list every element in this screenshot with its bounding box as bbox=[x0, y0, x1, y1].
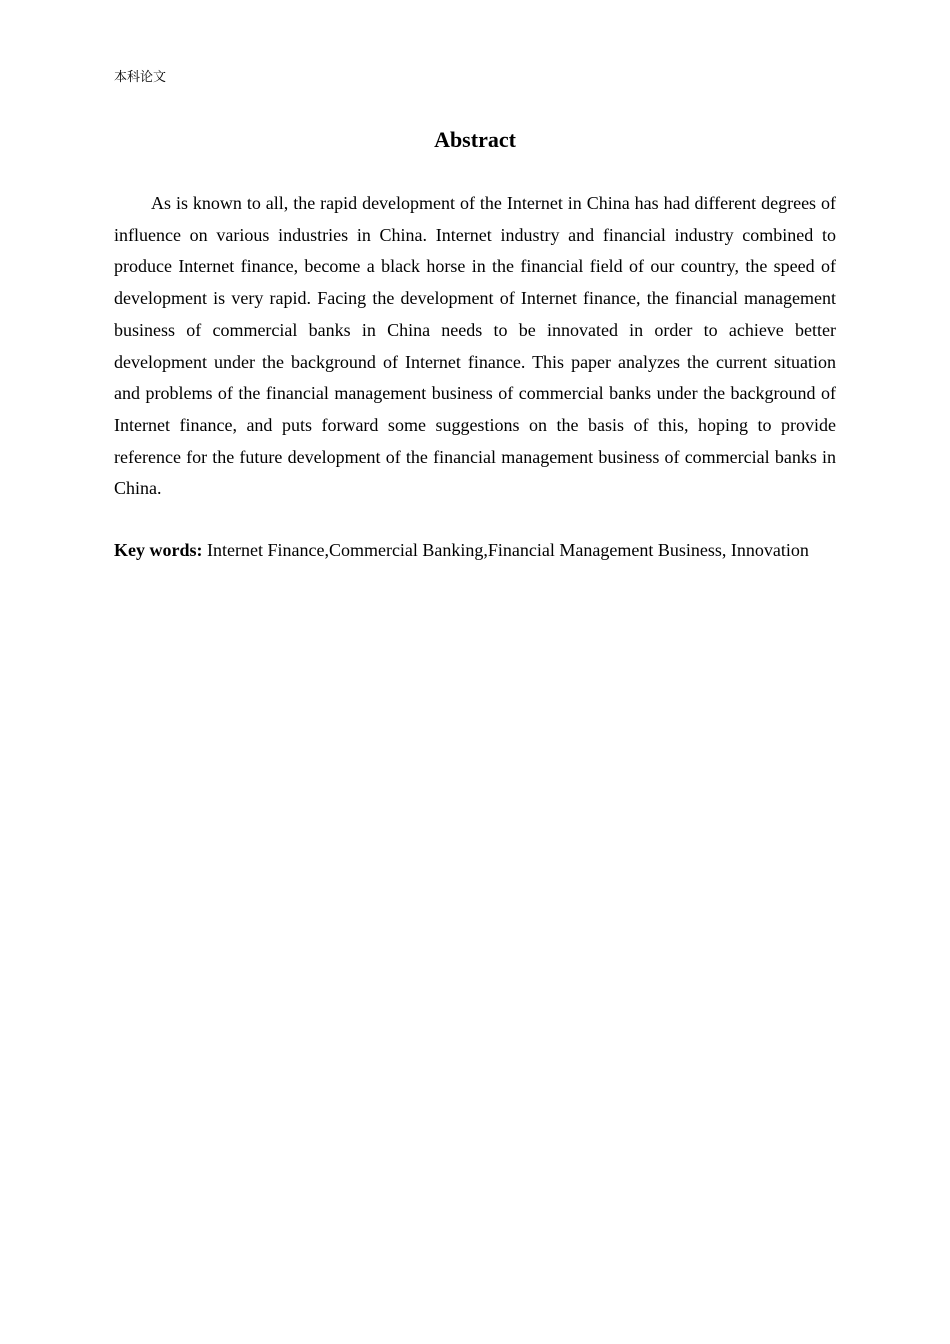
abstract-body: As is known to all, the rapid development of the Internet in China has had different degrees of influence on various industries in China. Internet industry and financial industry combined to produce Internet finance, become a black horse in the financial field of our country, the speed of development is very rapid. Facing the development of Internet finance, the financial management business of commercial banks in China needs to be innovated in order to achieve better development under the background of Internet finance. This paper analyzes the current situation and problems of the financial management business of commercial banks under the background of Internet finance, and puts forward some suggestions on the basis of this, hoping to provide reference for the future development of the financial management business of commercial banks in China. bbox=[114, 193, 836, 499]
keywords-paragraph bbox=[114, 535, 836, 567]
keywords-text: Internet Finance,Commercial Banking,Financial Management Business, Innovation bbox=[207, 540, 809, 560]
running-header: 本科论文 bbox=[114, 70, 167, 85]
abstract-title: Abstract bbox=[434, 127, 516, 152]
keywords-label: Key words: bbox=[114, 540, 203, 560]
